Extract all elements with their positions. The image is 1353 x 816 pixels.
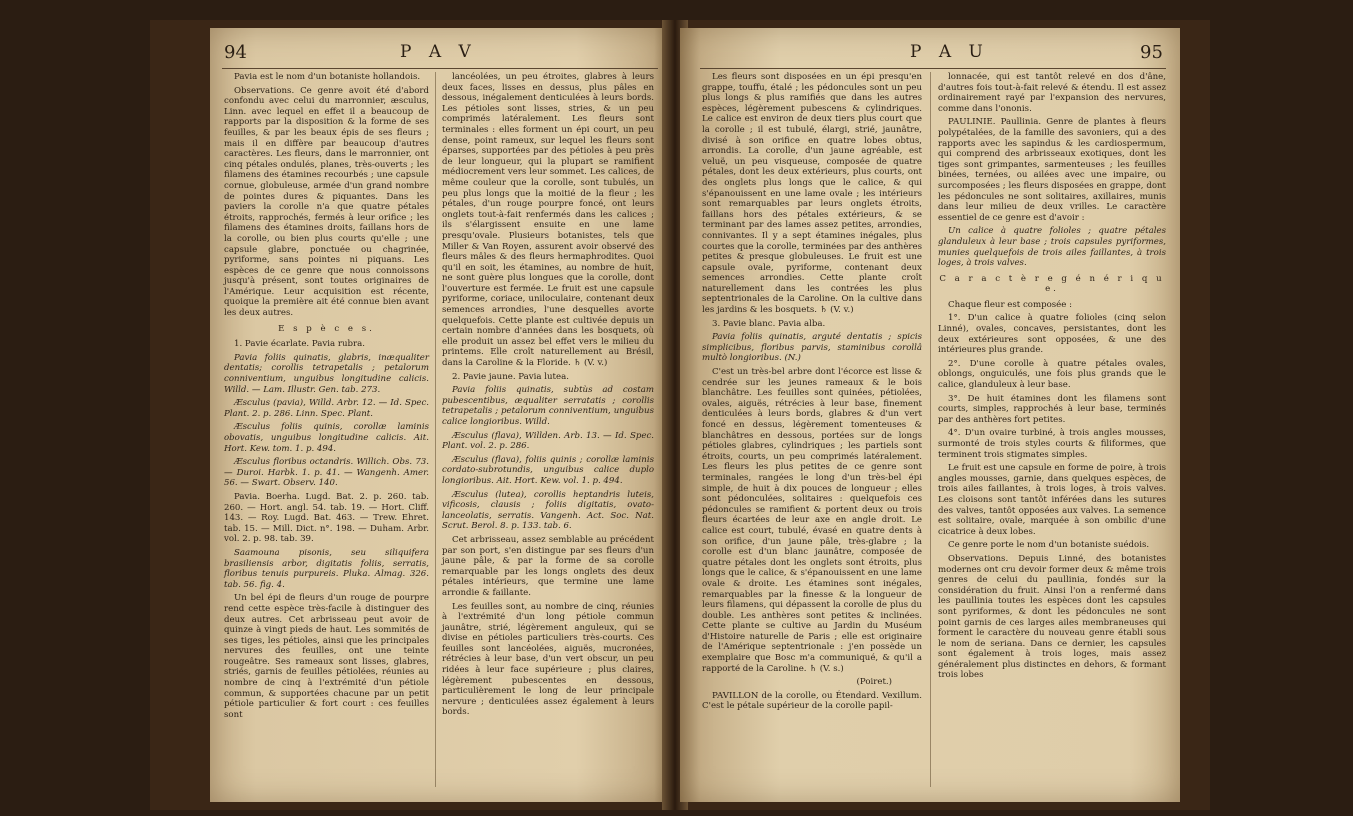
paragraph: Pavia foliis quinatis, arguté dentatis ; spicis simplicibus, floribus parvis, staminibus corollâ multò longioribus. (N.)	[702, 332, 922, 364]
left-header-rule	[222, 68, 658, 69]
paragraph: Chaque fleur est composée :	[948, 299, 1072, 310]
paragraph: C a r a c t è r e g é n é r i q u e.	[939, 273, 1165, 295]
paragraph: C'est un très-bel arbre dont l'écorce est lisse & cendrée sur les jeunes rameaux & le bois blanchâtre. Les feuilles sont quinées, pétiolées, ovales, aiguës, rétrécies à leur base, finement denticulées à leurs bords, glabres & d'un vert foncé en dessus, légèrement tomenteuses & blanchâtres en dessous, portées sur de longs pétioles glabres, cylindriques ; les partiels sont étroits, courts, un peu comprimés latéralement. Les fleurs les plus petites de ce genre sont terminales, rangées le long d'un très-bel épi simple, de huit à dix pouces de longueur ; elles sont pédonculées, solitaires : quelquefois ces pédoncules se ramifient & portent deux ou trois fleurs écartées de leur axe en angle droit. Le calice est court, tubulé, évasé en quatre dents à son orifice, d'un jaune pâle, très-glabre ; la corolle est d'un blanc jaunâtre, composée de quatre pétales dont les onglets sont étroits, plus longs que le calice, & s'épanouissent en une lame ovale & droite. Les étamines sont inégales, remarquables par la finesse & la longueur de leurs filamens, qui dépassent la corolle de plus du double. Les anthères sont petites & inclinées. Cette plante se cultive au Jardin du Muséum d'Histoire naturelle de Paris ; elle est originaire de l'Amérique septentrionale : j'en possède un exemplaire que Bosc m'a communiqué, & qu'il a rapporté de la Caroline. ♄ (V. s.)	[702, 367, 922, 674]
paragraph: lonnacée, qui est tantôt relevé en dos d'âne, d'autres fois tout-à-fait relevé & étendu. Il est assez ordinairement rayé par l'expansion des nervures, comme dans l'ononis.	[938, 72, 1166, 114]
paragraph: Ce genre porte le nom d'un botaniste suédois.	[948, 540, 1150, 551]
left-running-head	[210, 42, 668, 68]
paragraph: Saamouna pisonis, seu siliquifera brasiliensis arbor, digitatis foliis, serratis, floribus tenuis purpureis. Pluka. Almag. 326. tab. 56. fig. 4.	[224, 547, 429, 590]
paragraph: 1°. D'un calice à quatre folioles (cinq selon Linné), ovales, concaves, persistantes, dont les deux extérieures sont opposées, & une des intérieures plus grande.	[938, 313, 1166, 356]
paragraph: PAULINIE. Paullinia. Genre de plantes à fleurs polypétalées, de la famille des savoniers, qui a des rapports avec les sapindus & les cardiospermum, qui comprend des arbrisseaux exotiques, dont les tiges sont grimpantes, sarmenteuses ; les feuilles binées, ternées, ou ailées avec une impaire, ou surcomposées ; les fleurs disposées en grappe, dont les pédoncules ne sont solitaires, axillaires, munis dans leur milieu de deux vrilles. Le caractère essentiel de ce genre est d'avoir :	[938, 117, 1166, 223]
paragraph: Æsculus foliis quinis, corollæ laminis obovatis, unguibus longitudine calicis. Ait. Hort. Kew. tom. 1. p. 494.	[224, 422, 429, 454]
paragraph: Pavia foliis quinatis, glabris, inæqualiter dentatis; corollis tetrapetalis ; petalorum conniventium, unguibus longitudine calicis. Willd. — Lam. Illustr. Gen. tab. 273.	[224, 352, 429, 395]
paragraph: Æsculus (lutea), corollis heptandris luteis, vificosis, clausis ; foliis digitatis, ovato-lanceolatis, serratis. Vangenh. Act. Soc. Nat. Scrut. Berol. 8. p. 133. tab. 6.	[442, 489, 654, 532]
paragraph: 3. Pavie blanc. Pavia alba.	[712, 318, 826, 329]
paragraph: PAVILLON de la corolle, ou Étendard. Vexillum. C'est le pétale supérieur de la corolle papil-	[702, 690, 922, 712]
paragraph: Un bel épi de fleurs d'un rouge de pourpre rend cette espèce très-facile à distinguer des deux autres. Cet arbrisseau peut avoir de quinze à vingt pieds de haut. Les sommités de ses tiges, les pétioles, ainsi que les principales nervures des feuilles, ont une teinte rougeâtre. Ses rameaux sont lisses, glabres, striés, garnis de feuilles pétiolées, réunies au nombre de cinq à l'extrémité d'un pétiole commun, & supportées chacune par un petit pétiole particulier & fort court : ces feuilles sont	[224, 593, 429, 720]
open-book	[150, 20, 1210, 810]
paragraph: Les feuilles sont, au nombre de cinq, réunies à l'extrémité d'un long pétiole commun jaunâtre, strié, légèrement anguleux, qui se divise en pétioles particuliers très-courts. Ces feuilles sont lancéolées, aiguës, mucronées, rétrécies à leur base, d'un vert obscur, un peu ridées à leur face supérieure ; plus claires, légèrement pubescentes en dessous, particulièrement le long de leur principale nervure ; denticulées assez également à leurs bords.	[442, 601, 654, 718]
left-column-1	[224, 72, 429, 723]
paragraph: Les fleurs sont disposées en un épi presqu'en grappe, touffu, étalé ; les pédoncules sont un peu plus longs & plus ramifiés que dans les autres espèces, légèrement pubescens & cylindriques. Le calice est environ de deux tiers plus court que la corolle ; il est tubulé, élargi, strié, jaunâtre, divisé à son orifice en quatre lobes obtus, arrondis. La corolle, d'un jaune agréable, est veluë, un peu visqueuse, composée de quatre pétales, dont les deux extérieurs, plus courts, ont des onglets plus longs que le calice, & qui s'épanouissent en une lame ovale ; les intérieurs sont remarquables par leurs onglets étroits, faillans hors des pétales extérieurs, & se terminant par des lames assez petites, arrondies, connivantes. Il y a sept étamines inégales, plus courtes que la corolle, terminées par des anthères petites & presque globuleuses. Le fruit est une capsule ovale, pyriforme, contenant deux semences arrondies. Cette plante croît naturellement dans les contrées les plus septentrionales de la Caroline. On la cultive dans les jardins & les bosquets. ♄ (V. v.)	[702, 72, 923, 316]
paragraph: Æsculus (flava), Willden. Arb. 13. — Id. Spec. Plant. vol. 2. p. 286.	[442, 430, 654, 452]
paragraph: Pavia foliis quinatis, subtùs ad costam pubescentibus, æqualiter serratatis ; corollis tetrapetalis ; petalorum conniventium, unguibus calice longioribus. Willd.	[442, 385, 654, 427]
paragraph: Æsculus (pavia), Willd. Arbr. 12. — Id. Spec. Plant. 2. p. 286. Linn. Spec. Plant.	[224, 398, 429, 419]
paragraph: 3°. De huit étamines dont les filamens sont courts, simples, rapprochés à leur base, terminés par des anthères fort petites.	[938, 393, 1166, 425]
left-column-2	[442, 72, 654, 721]
paragraph: lancéolées, un peu étroites, glabres à leurs deux faces, lisses en dessus, plus pâles en dessous, inégalement denticulées à leurs bords. Les pétioles sont lisses, stries, & un peu comprimés latéralement. Les fleurs sont terminales : elles forment un épi court, un peu dense, point rameux, sur lequel les fleurs sont éparses, supportées par des pétioles à peu près de leur longueur, qui la plupart se ramifient médiocrement vers leur sommet. Les calices, de même couleur que la corolle, sont tubulés, un peu plus longs que la moitié de la fleur ; les pétales, d'un rouge pourpre foncé, ont leurs onglets tout-à-fait renfermés dans les calices ; ils s'élargissent ensuite en une lame presqu'ovale. Plusieurs botanistes, tels que Miller & Van Royen, assurent avoir observé des fleurs mâles & des fleurs hermaphrodites. Quoi qu'il en soit, les étamines, au nombre de huit, ne sont guère plus longues que la corolle, dont l'ouverture est fermée. Le fruit est une capsule pyriforme, coriace, uniloculaire, contenant deux semences arrondies, l'une desquelles avorte quelquefois. Cette plante est cultivée depuis un certain nombre d'années dans les bosquets, où elle produit un assez bel effet vers le milieu du printems. Elle croît naturellement au Brésil, dans la Caroline & la Floride. ♄ (V. v.)	[442, 72, 654, 369]
paragraph: 4°. D'un ovaire turbiné, à trois angles mousses, surmonté de trois styles courts & filiformes, que terminent trois stigmates simples.	[938, 428, 1166, 460]
paragraph: Æsculus (flava), foliis quinis ; corollæ laminis cordato-subrotundis, unguibus calice duplo longioribus. Ait. Hort. Kew. vol. 1. p. 494.	[442, 454, 654, 486]
paragraph: (Poiret.)	[856, 677, 892, 688]
right-running-head	[680, 42, 1180, 68]
paragraph: 2. Pavie jaune. Pavia lutea.	[452, 371, 569, 382]
paragraph: Un calice à quatre folioles ; quatre pétales glanduleux à leur base ; trois capsules pyriformes, munies quelquefois de trois ailes faillantes, à trois loges, à trois valves.	[938, 226, 1166, 269]
right-column-2	[938, 72, 1166, 684]
left-column-divider	[435, 72, 436, 787]
right-header-rule	[700, 68, 1166, 69]
left-page	[210, 28, 668, 802]
right-page	[680, 28, 1180, 802]
paragraph: 1. Pavie écarlate. Pavia rubra.	[234, 339, 365, 350]
right-page-number: 95	[1140, 42, 1163, 63]
right-column-divider	[930, 72, 931, 787]
right-head-word: P A U	[910, 42, 989, 62]
left-page-number: 94	[224, 42, 247, 63]
paragraph: Le fruit est une capsule en forme de poire, à trois angles mousses, garnie, dans quelques espèces, de trois ailes faillantes, à trois loges, à trois valves. Les cloisons sont tantôt inférées dans les sutures des valves, tantôt opposées aux valves. La semence est solitaire, ovale, marquée à son ombilic d'une cicatrice à deux lobes.	[938, 463, 1166, 537]
paragraph: E s p è c e s.	[278, 323, 375, 334]
paragraph: Pavia. Boerha. Lugd. Bat. 2. p. 260. tab. 260. — Hort. angl. 54. tab. 19. — Hort. Cliff. 143. — Roy. Lugd. Bat. 463. — Trew. Ehret. tab. 15. — Mill. Dict. n°. 198. — Duham. Arbr. vol. 2. p. 98. tab. 39.	[224, 491, 429, 545]
paragraph: Observations. Ce genre avoit été d'abord confondu avec celui du marronnier, æsculus, Linn. avec lequel en effet il a beaucoup de rapports par la disposition & la forme de ses feuilles, & par les beaux épis de ses fleurs ; mais il en diffère par beaucoup d'autres caractères. Les fleurs, dans le marronnier, ont cinq pétales ondulés, planes, très-ouverts ; les filamens des étamines recourbés ; une capsule cornue, globuleuse, armée d'un grand nombre de pointes dures & piquantes. Dans les paviers la corolle n'a que quatre pétales étroits, rapprochés, fermés à leur orifice ; les filamens des étamines droits, faillans hors de la corolle, ou bien plus courts qu'elle ; une capsule glabre, ponctuée ou chagrinée, pyriforme, sans pointes ni piquans. Les espèces de ce genre que nous connoissons jusqu'à présent, sont toutes originaires de l'Amérique. Leur acquisition est récente, quoique la première ait été connue bien avant les deux autres.	[224, 85, 429, 319]
left-head-word: P A V	[400, 42, 477, 62]
paragraph: Pavia est le nom d'un botaniste hollandois.	[234, 72, 421, 82]
paragraph: 2°. D'une corolle à quatre pétales ovales, oblongs, onguiculés, une fois plus grands que le calice, glanduleux à leur base.	[938, 358, 1166, 391]
right-column-1	[702, 72, 922, 715]
paragraph: Cet arbrisseau, assez semblable au précédent par son port, s'en distingue par ses fleurs d'un jaune pâle, & par la forme de sa corolle remarquable par les longs onglets des deux pétales intérieurs, que termine une lame arrondie & faillante.	[442, 534, 654, 598]
paragraph: Observations. Depuis Linné, des botanistes modernes ont cru devoir former deux & même trois genres de celui du paullinia, fondés sur la considération du fruit. Ainsi l'on a renfermé dans les paullinia toutes les espèces dont les capsules sont pyriformes, & dont les pédoncules ne sont point garnis de ces larges ailes membraneuses qui forment le caractère du nouveau genre établi sous le nom de seriana. Dans ce dernier, les capsules sont également à trois loges, mais assez généralement plus distinctes en dehors, & formant trois lobes	[938, 553, 1166, 681]
paragraph: Æsculus floribus octandris. Willich. Obs. 73. — Duroi. Harbk. 1. p. 41. — Wangenh. Amer. 56. — Swart. Observ. 140.	[224, 457, 429, 489]
